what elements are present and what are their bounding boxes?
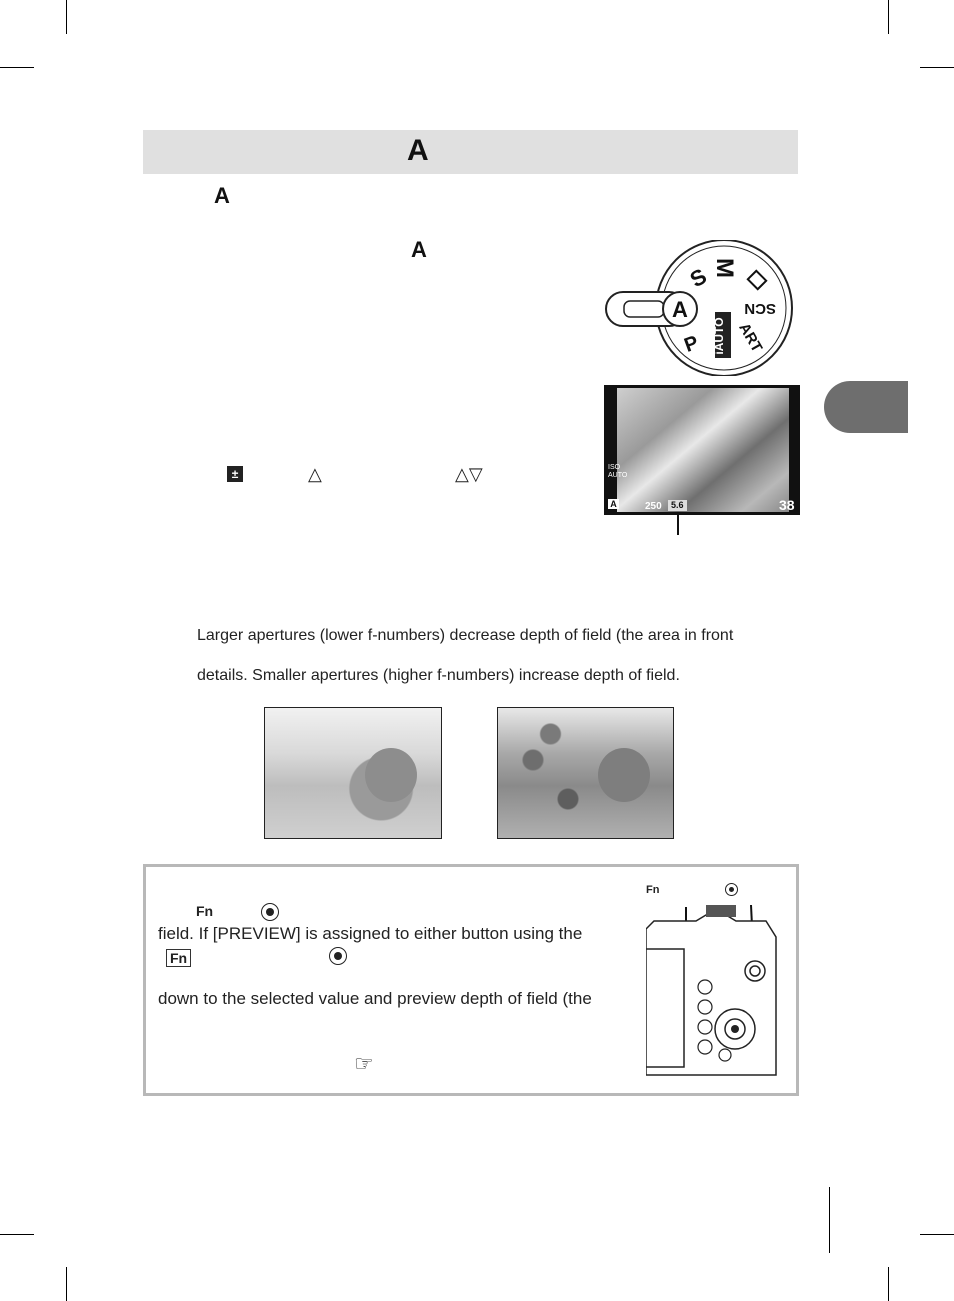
camera-back-illustration	[646, 877, 786, 1077]
section-heading	[143, 130, 798, 174]
crop-mark	[0, 1234, 34, 1235]
rose-shape	[365, 748, 417, 802]
dial-label-scn: SCN	[744, 300, 776, 317]
preview-button-icon	[261, 903, 279, 921]
dial-label-iauto: iAUTO	[712, 317, 726, 355]
crop-mark	[888, 1267, 889, 1301]
camera-screen-illustration	[604, 385, 800, 515]
camera-fn-label: Fn	[646, 884, 660, 896]
section-title-letter: A	[407, 134, 429, 167]
fn-button-badge: Fn	[166, 949, 191, 967]
rose-shape	[598, 748, 650, 802]
page-reference-icon: ☞	[354, 1051, 374, 1076]
crop-mark	[888, 0, 889, 34]
step1-mode-letter: A	[411, 237, 427, 262]
dial-label-art: ART	[735, 320, 766, 356]
fn-button-label: Fn	[196, 903, 214, 919]
iso-indicator: ISO AUTO	[608, 464, 628, 479]
dial-label-a: A	[672, 297, 688, 322]
dial-label-p: P	[681, 331, 702, 357]
deep-depth-of-field-photo	[497, 707, 674, 839]
crop-mark	[66, 1267, 67, 1301]
body-text-line: details. Smaller apertures (higher f-numbers) increase depth of field.	[197, 667, 680, 684]
shutter-speed-readout: 250	[645, 501, 662, 512]
dial-label-s: S	[685, 263, 711, 293]
up-arrow-icon: △	[308, 464, 322, 484]
screen-mode-indicator: A	[608, 499, 619, 509]
exposure-compensation-icon: ±	[227, 466, 243, 482]
crop-mark	[920, 67, 954, 68]
crop-mark	[920, 1234, 954, 1235]
preview-button-icon	[329, 947, 347, 965]
aperture-callout-line	[677, 513, 679, 535]
aperture-readout: 5.6	[668, 500, 687, 511]
crop-mark	[829, 1187, 830, 1253]
tip-text-line: down to the selected value and preview depth of field (the	[158, 989, 592, 1008]
up-down-arrow-icon: △▽	[455, 464, 483, 484]
dial-label-m: M	[711, 258, 738, 278]
shots-remaining: 38	[779, 497, 795, 513]
body-text-line: Larger apertures (lower f-numbers) decrease depth of field (the area in front	[197, 627, 734, 644]
mode-dial-illustration	[604, 240, 796, 376]
preview-button-icon	[725, 883, 738, 896]
tip-box	[143, 864, 799, 1096]
shallow-depth-of-field-photo	[264, 707, 442, 839]
screen-photo	[617, 388, 789, 512]
intro-mode-letter: A	[214, 183, 230, 208]
crop-mark	[0, 67, 34, 68]
chapter-tab	[824, 381, 908, 433]
tip-text-line: field. If [PREVIEW] is assigned to either button using the	[158, 924, 583, 943]
crop-mark	[66, 0, 67, 34]
